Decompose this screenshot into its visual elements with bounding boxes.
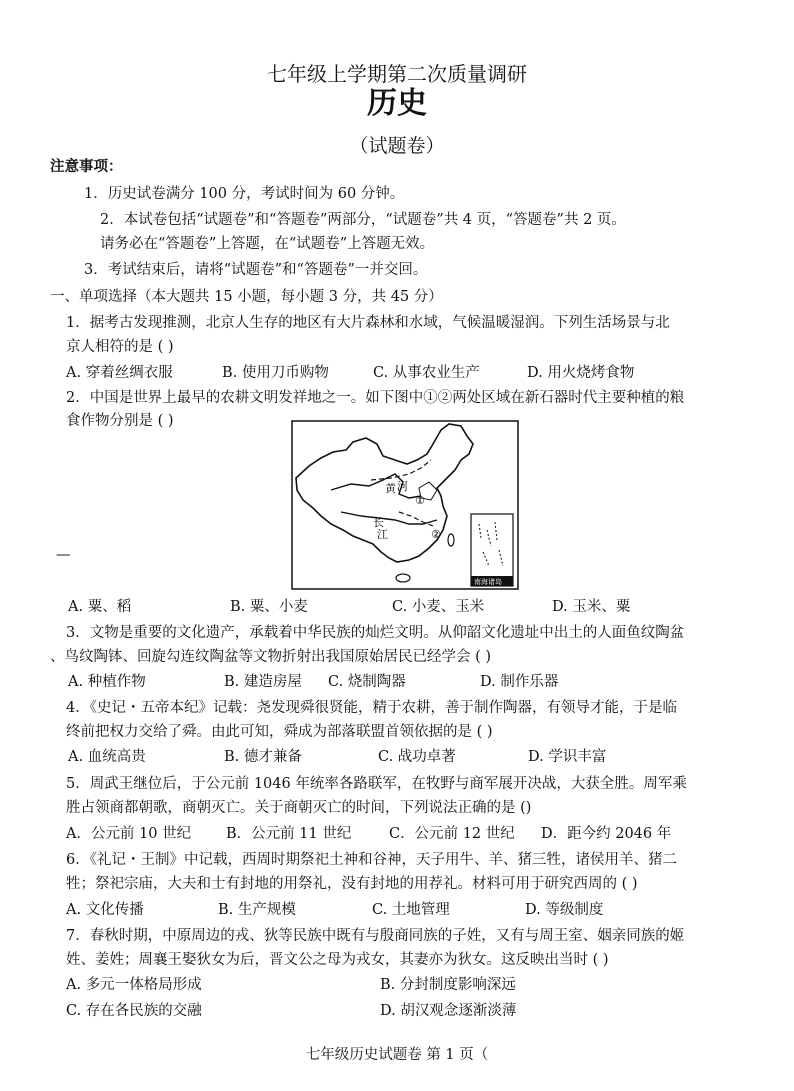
paper-subtitle: （试题卷） xyxy=(349,135,445,157)
question-text: 3．文物是重要的文化遗产，承载着中华民族的灿烂文明。从仰韶文化遗址中出土的人面鱼纹陶盆 xyxy=(66,625,685,641)
option-d[interactable]: D. 玉米、粟 xyxy=(552,599,631,615)
option-b[interactable]: B. 德才兼备 xyxy=(224,749,302,765)
hainan-shape xyxy=(396,574,410,582)
option-c[interactable]: C. 烧制陶器 xyxy=(328,674,406,690)
option-d[interactable]: D. 学识丰富 xyxy=(528,749,607,765)
exam-title: 七年级上学期第二次质量调研 xyxy=(267,62,527,86)
option-b[interactable]: B. 生产规模 xyxy=(218,902,296,918)
question-text: 姓、姜姓；周襄王娶狄女为后，晋文公之母为戎女，其妻亦为狄女。这反映出当时 ( ) xyxy=(66,952,609,968)
inset-label: 南海诸岛 xyxy=(474,578,502,586)
option-d[interactable]: D. 等级制度 xyxy=(525,902,604,918)
map-label: 河 xyxy=(397,480,408,493)
option-c[interactable]: C. 存在各民族的交融 xyxy=(66,1003,202,1019)
option-b[interactable]: B. 粟、小麦 xyxy=(230,599,308,615)
map-label: 长 xyxy=(373,516,384,529)
option-b[interactable]: B．公元前 11 世纪 xyxy=(226,826,352,842)
question-text: 食作物分别是 ( ) xyxy=(66,413,174,429)
note-item: 1．历史试卷满分 100 分，考试时间为 60 分钟。 xyxy=(84,186,405,202)
notes-heading: 注意事项： xyxy=(50,158,123,175)
option-a[interactable]: A. 文化传播 xyxy=(66,902,144,918)
note-item: 2．本试卷包括“试题卷”和“答题卷”两部分，“试题卷”共 4 页，“答题卷”共 2 页。 xyxy=(100,212,626,228)
option-a[interactable]: A. 种植作物 xyxy=(68,674,146,690)
option-c[interactable]: C. 小麦、玉米 xyxy=(392,599,485,615)
china-map-figure xyxy=(291,420,519,590)
question-text: 7．春秋时期，中原周边的戎、狄等民族中既有与殷商同族的子姓，又有与周王室、姻亲同族的姬 xyxy=(66,928,685,944)
option-c[interactable]: C. 土地管理 xyxy=(372,902,450,918)
option-a[interactable]: A．公元前 10 世纪 xyxy=(66,826,192,842)
option-c[interactable]: C．公元前 12 世纪 xyxy=(389,826,515,842)
map-label: 江 xyxy=(377,528,388,541)
question-text: 6．《礼记・王制》中记载，西周时期祭祀土神和谷神，天子用牛、羊、猪三牲，诸侯用羊、猪二 xyxy=(66,852,677,868)
option-a[interactable]: A. 多元一体格局形成 xyxy=(66,977,202,993)
option-d[interactable]: D. 胡汉观念逐渐淡薄 xyxy=(380,1003,517,1019)
option-c[interactable]: C. 从事农业生产 xyxy=(373,365,480,381)
question-text: 胜占领商都朝歌，商朝灭亡。关于商朝灭亡的时间，下列说法正确的是 () xyxy=(66,800,532,816)
question-text: 1．据考古发现推测，北京人生存的地区有大片森林和水域，气候温暖湿润。下列生活场景与北 xyxy=(66,315,670,331)
south-sea-inset xyxy=(471,514,513,586)
option-a[interactable]: A. 血统高贵 xyxy=(68,749,146,765)
stray-dash: — xyxy=(56,547,71,563)
option-b[interactable]: B. 使用刀币购物 xyxy=(222,365,329,381)
option-a[interactable]: A. 粟、稻 xyxy=(68,599,132,615)
question-text: 牲；祭祀宗庙，大夫和士有封地的用祭礼，没有封地的用荐礼。材料可用于研究西周的 ( ) xyxy=(66,876,638,892)
map-label: 黄 xyxy=(385,482,396,495)
page-footer: 七年级历史试题卷 第 1 页（ xyxy=(305,1047,489,1063)
option-c[interactable]: C. 战功卓著 xyxy=(378,749,456,765)
question-text: 、鸟纹陶钵、回旋勾连纹陶盆等文物折射出我国原始居民已经学会 ( ) xyxy=(50,649,492,665)
question-text: 5．周武王继位后，于公元前 1046 年统率各路联军，在牧野与商军展开决战，大获全胜。周军乘 xyxy=(66,776,687,792)
taiwan-shape xyxy=(448,534,454,546)
question-text: 2．中国是世界上最早的农耕文明发祥地之一。如下图中①②两处区域在新石器时代主要种植的粮 xyxy=(66,390,685,406)
option-d[interactable]: D. 制作乐器 xyxy=(480,674,559,690)
region-1-marker: ① xyxy=(415,494,425,507)
subject-title: 历史 xyxy=(367,86,427,121)
section-heading: 一、单项选择（本大题共 15 小题，每小题 3 分，共 45 分） xyxy=(50,289,443,305)
option-b[interactable]: B. 建造房屋 xyxy=(224,674,302,690)
option-d[interactable]: D. 用火烧烤食物 xyxy=(527,365,635,381)
question-text: 终前把权力交给了舜。由此可知，舜成为部落联盟首领依据的是 ( ) xyxy=(66,724,493,740)
region-2-marker: ② xyxy=(431,528,441,541)
note-item: 3．考试结束后，请将“试题卷”和“答题卷”一并交回。 xyxy=(84,262,428,278)
option-b[interactable]: B. 分封制度影响深远 xyxy=(380,977,516,993)
note-item: 请务必在“答题卷”上答题，在“试题卷”上答题无效。 xyxy=(100,236,435,252)
question-text: 京人相符的是 ( ) xyxy=(66,339,174,355)
question-text: 4．《史记・五帝本纪》记载：尧发现舜很贤能，精于农耕，善于制作陶器，有领导才能，于是临 xyxy=(66,700,677,716)
option-d[interactable]: D．距今约 2046 年 xyxy=(541,826,672,842)
option-a[interactable]: A. 穿着丝绸衣服 xyxy=(66,365,173,381)
